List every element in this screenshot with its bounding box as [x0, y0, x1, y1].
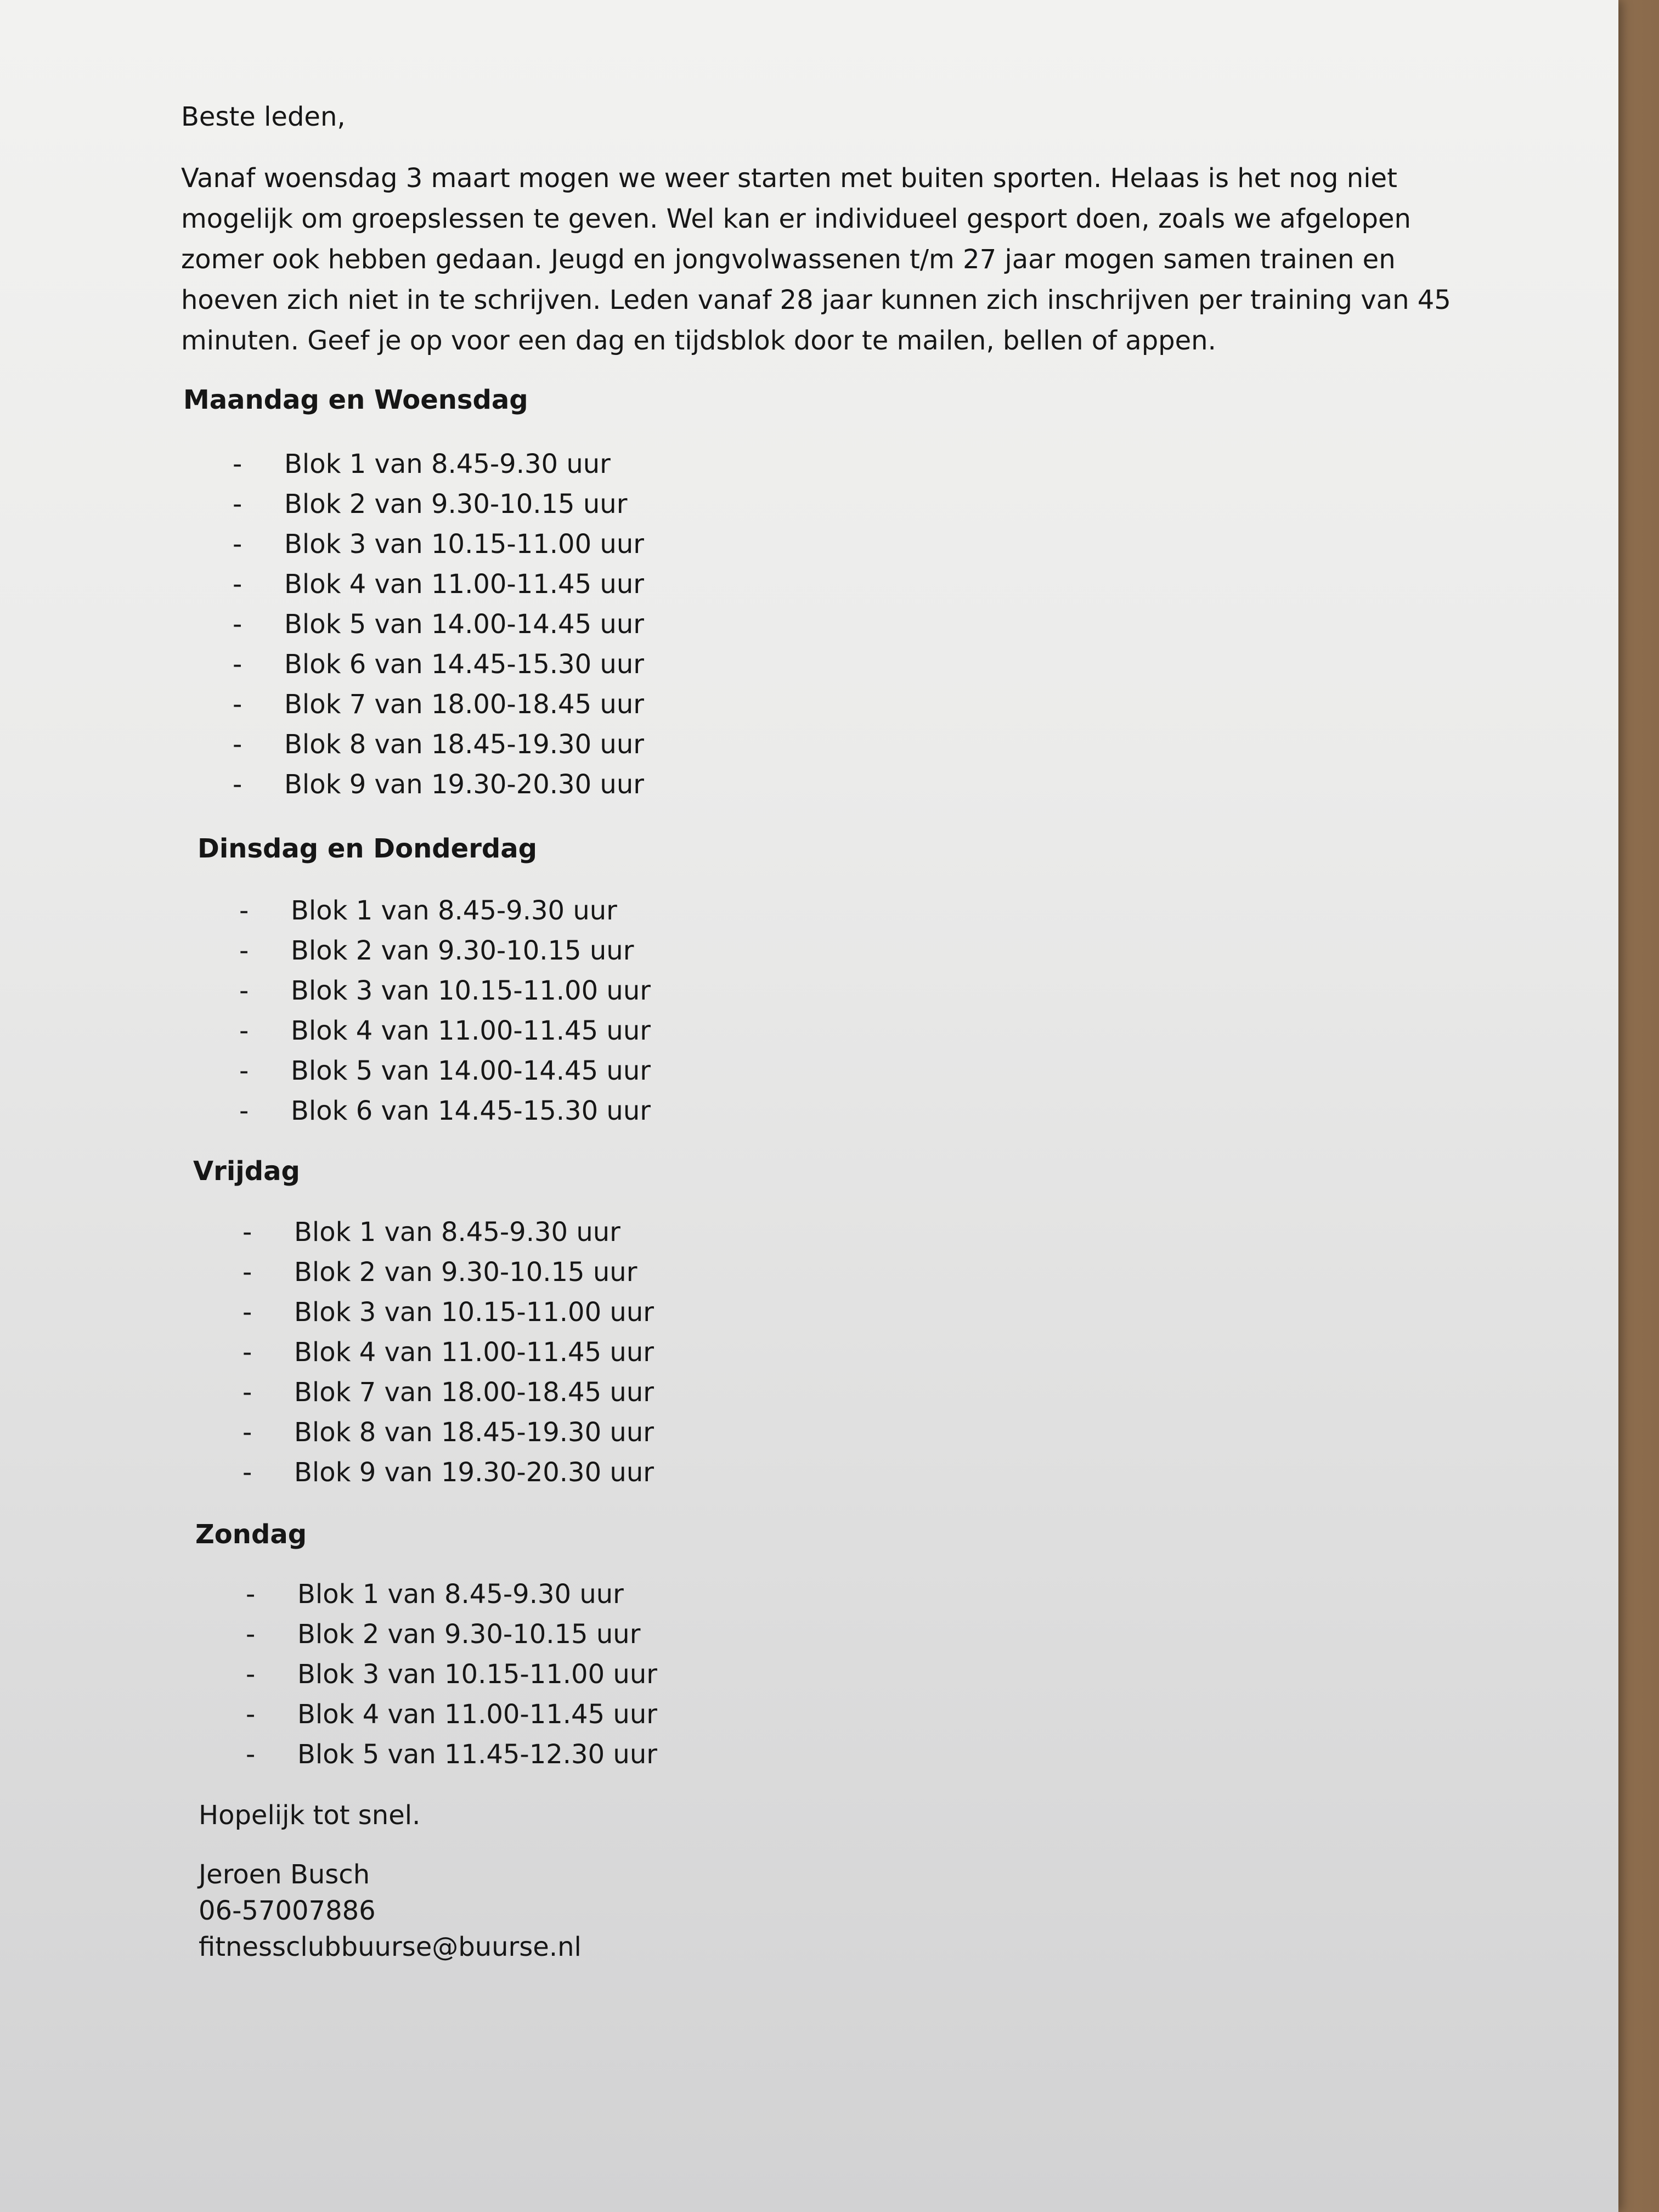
block-label: Blok 7 van 18.00-18.45 uur: [294, 1377, 654, 1408]
schedule-item: [242, 1453, 654, 1493]
schedule-item: [246, 1655, 657, 1695]
block-label: Blok 5 van 11.45-12.30 uur: [297, 1739, 657, 1770]
schedule-item: [246, 1615, 657, 1655]
bullet-dash: -: [233, 689, 242, 720]
schedule-list-maandag-woensdag: [233, 444, 644, 805]
block-label: Blok 7 van 18.00-18.45 uur: [284, 689, 644, 720]
schedule-item: [239, 1051, 651, 1091]
schedule-item: [239, 931, 651, 971]
bullet-dash: -: [233, 649, 242, 680]
schedule-item: [246, 1735, 657, 1775]
schedule-item: [246, 1695, 657, 1735]
schedule-item: [239, 971, 651, 1011]
bullet-dash: -: [246, 1659, 256, 1690]
bullet-dash: -: [239, 1015, 249, 1046]
bullet-dash: -: [233, 769, 242, 800]
signature-email: fitnessclubbuurse@buurse.nl: [199, 1932, 582, 1962]
schedule-item: [239, 1011, 651, 1051]
signature-name: Jeroen Busch: [199, 1859, 370, 1890]
section-heading-zondag: Zondag: [195, 1519, 307, 1550]
bullet-dash: -: [242, 1457, 252, 1488]
block-label: Blok 2 van 9.30-10.15 uur: [291, 935, 634, 966]
block-label: Blok 9 van 19.30-20.30 uur: [294, 1457, 654, 1488]
section-heading-dinsdag-donderdag: Dinsdag en Donderdag: [198, 833, 537, 864]
section-heading-maandag-woensdag: Maandag en Woensdag: [183, 385, 528, 415]
schedule-item: [233, 565, 644, 605]
schedule-list-zondag: [246, 1575, 657, 1775]
bullet-dash: -: [233, 489, 242, 520]
schedule-item: [233, 524, 644, 565]
bullet-dash: -: [246, 1619, 256, 1650]
bullet-dash: -: [239, 1056, 249, 1086]
schedule-item: [233, 645, 644, 685]
block-label: Blok 8 van 18.45-19.30 uur: [284, 729, 644, 760]
schedule-item: [242, 1212, 654, 1252]
block-label: Blok 1 van 8.45-9.30 uur: [297, 1579, 624, 1610]
schedule-item: [233, 484, 644, 524]
schedule-item: [233, 444, 644, 484]
bullet-dash: -: [242, 1297, 252, 1328]
bullet-dash: -: [239, 975, 249, 1006]
bullet-dash: -: [242, 1217, 252, 1248]
section-heading-vrijdag: Vrijdag: [193, 1156, 300, 1187]
block-label: Blok 2 van 9.30-10.15 uur: [284, 489, 628, 520]
bullet-dash: -: [233, 609, 242, 640]
bullet-dash: -: [246, 1699, 256, 1730]
bullet-dash: -: [233, 729, 242, 760]
block-label: Blok 6 van 14.45-15.30 uur: [284, 649, 644, 680]
block-label: Blok 5 van 14.00-14.45 uur: [284, 609, 644, 640]
block-label: Blok 4 van 11.00-11.45 uur: [297, 1699, 657, 1730]
block-label: Blok 2 van 9.30-10.15 uur: [297, 1619, 641, 1650]
schedule-item: [242, 1413, 654, 1453]
block-label: Blok 4 van 11.00-11.45 uur: [294, 1337, 654, 1368]
bullet-dash: -: [242, 1337, 252, 1368]
block-label: Blok 1 van 8.45-9.30 uur: [284, 449, 611, 479]
block-label: Blok 2 van 9.30-10.15 uur: [294, 1257, 637, 1288]
signature-block: [199, 1857, 582, 1965]
bullet-dash: -: [242, 1257, 252, 1288]
bullet-dash: -: [246, 1579, 256, 1610]
block-label: Blok 8 van 18.45-19.30 uur: [294, 1417, 654, 1448]
bullet-dash: -: [242, 1377, 252, 1408]
block-label: Blok 3 van 10.15-11.00 uur: [294, 1297, 654, 1328]
block-label: Blok 4 van 11.00-11.45 uur: [284, 569, 644, 600]
schedule-item: [242, 1293, 654, 1333]
signature-phone: 06-57007886: [199, 1895, 376, 1926]
schedule-list-vrijdag: [242, 1212, 654, 1493]
bullet-dash: -: [233, 449, 242, 479]
bullet-dash: -: [246, 1739, 256, 1770]
schedule-item: [239, 891, 651, 931]
bullet-dash: -: [242, 1417, 252, 1448]
schedule-item: [233, 685, 644, 725]
bullet-dash: -: [233, 529, 242, 560]
block-label: Blok 3 van 10.15-11.00 uur: [297, 1659, 657, 1690]
schedule-item: [233, 765, 644, 805]
schedule-item: [242, 1333, 654, 1373]
bullet-dash: -: [239, 935, 249, 966]
block-label: Blok 3 van 10.15-11.00 uur: [291, 975, 651, 1006]
block-label: Blok 3 van 10.15-11.00 uur: [284, 529, 644, 560]
schedule-item: [246, 1575, 657, 1615]
bullet-dash: -: [239, 895, 249, 926]
bullet-dash: -: [233, 569, 242, 600]
closing-line: Hopelijk tot snel.: [199, 1800, 421, 1831]
schedule-item: [242, 1373, 654, 1413]
block-label: Blok 6 van 14.45-15.30 uur: [291, 1096, 651, 1126]
greeting: Beste leden,: [181, 101, 346, 132]
block-label: Blok 4 van 11.00-11.45 uur: [291, 1015, 651, 1046]
bullet-dash: -: [239, 1096, 249, 1126]
schedule-item: [242, 1252, 654, 1293]
block-label: Blok 1 van 8.45-9.30 uur: [294, 1217, 620, 1248]
schedule-item: [239, 1091, 651, 1131]
schedule-list-dinsdag-donderdag: [239, 891, 651, 1131]
block-label: Blok 5 van 14.00-14.45 uur: [291, 1056, 651, 1086]
block-label: Blok 9 van 19.30-20.30 uur: [284, 769, 644, 800]
block-label: Blok 1 van 8.45-9.30 uur: [291, 895, 617, 926]
intro-paragraph: Vanaf woensdag 3 maart mogen we weer starten met buiten sporten. Helaas is het nog niet mogelijk om groepslessen te geven. Wel kan er individueel gesport doen, zoals we afgelopen zomer ook hebben gedaan. Jeugd en jongvolwassenen t/m 27 jaar mogen samen trainen en hoeven zich niet in te schrijven. Leden vanaf 28 jaar kunnen zich inschrijven per training van 45 minuten. Geef je op voor een dag en tijdsblok door te mailen, bellen of appen.: [181, 163, 1451, 356]
schedule-item: [233, 725, 644, 765]
schedule-item: [233, 605, 644, 645]
